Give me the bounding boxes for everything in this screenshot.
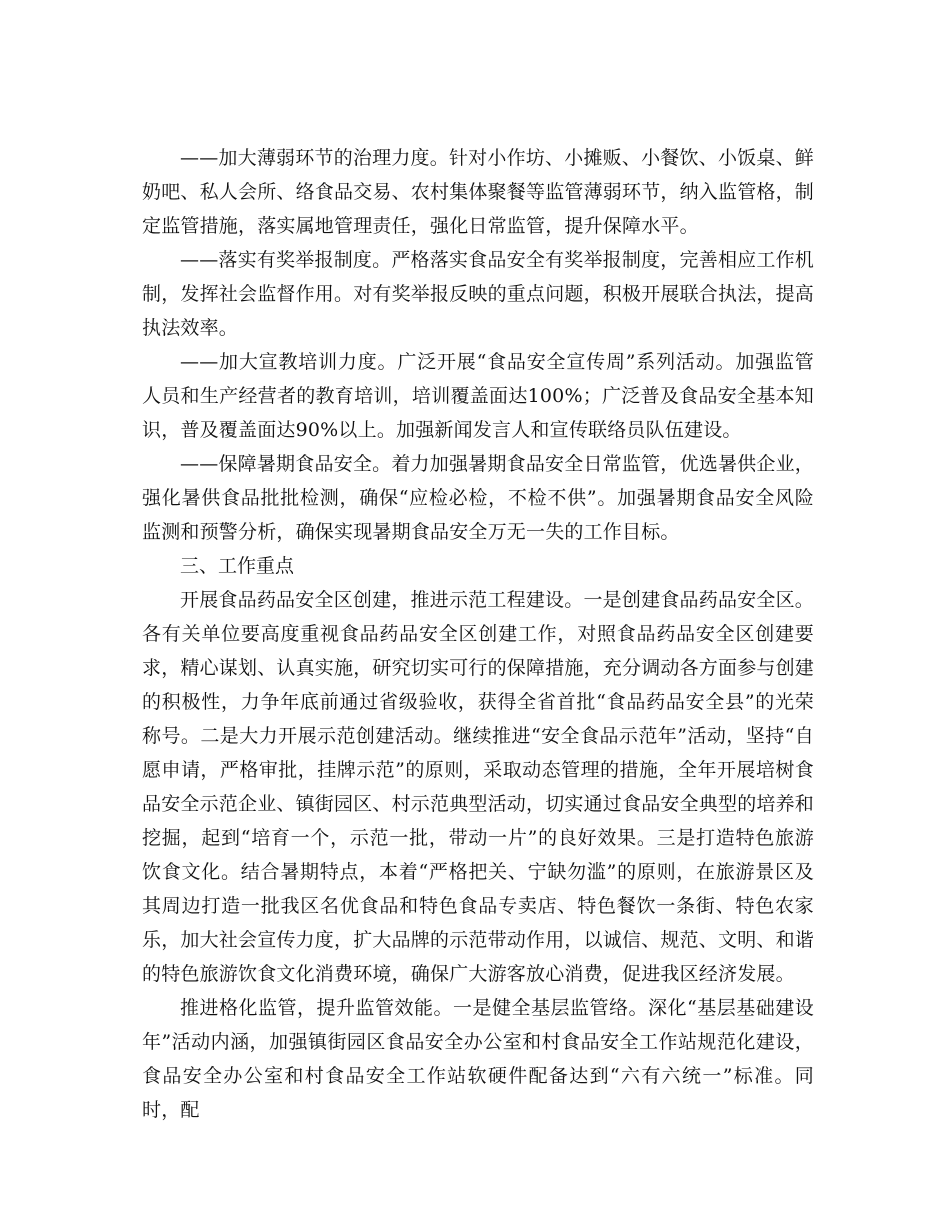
paragraph-training: ——加大宣教培训力度。广泛开展“食品安全宣传周”系列活动。加强监管人员和生产经营者的教育培训，培训覆盖面达100%；广泛普及食品安全基本知识，普及覆盖面达90%以上。加强新闻发言人和宣传联络员队伍建设。 xyxy=(142,351,814,441)
paragraph-safety-zone: 开展食品药品安全区创建，推进示范工程建设。一是创建食品药品安全区。各有关单位要高度重视食品药品安全区创建工作，对照食品药品安全区创建要求，精心谋划、认真实施，研究切实可行的保障措施，充分调动各方面参与创建的积极性，力争年底前通过省级验收，获得全省首批“食品药品安全县”的光荣称号。二是大力开展示范创建活动。继续推进“安全食品示范年”活动，坚持“自愿申请，严格审批，挂牌示范”的原则，采取动态管理的措施，全年开展培树食品安全示范企业、镇街园区、村示范典型活动，切实通过食品安全典型的培养和挖掘，起到“培育一个，示范一批，带动一片”的良好效果。三是打造特色旅游饮食文化。结合暑期特点，本着“严格把关、宁缺勿滥”的原则，在旅游景区及其周边打造一批我区名优食品和特色食品专卖店、特色餐饮一条街、特色农家乐，加大社会宣传力度，扩大品牌的示范带动作用，以诚信、规范、文明、和谐的特色旅游饮食文化消费环境，确保广大游客放心消费，促进我区经济发展。 xyxy=(142,589,815,985)
paragraph-weak-links: ——加大薄弱环节的治理力度。针对小作坊、小摊贩、小餐饮、小饭桌、鲜奶吧、私人会所、络食品交易、农村集体聚餐等监管薄弱环节，纳入监管格，制定监管措施，落实属地管理责任，强化日常监管，提升保障水平。 xyxy=(142,147,815,237)
paragraph-summer-safety: ——保障暑期食品安全。着力加强暑期食品安全日常监管，优选暑供企业，强化暑供食品批批检测，确保“应检必检，不检不供”。加强暑期食品安全风险监测和预警分析，确保实现暑期食品安全万无一失的工作目标。 xyxy=(142,453,814,543)
paragraph-reward-reporting: ——落实有奖举报制度。严格落实食品安全有奖举报制度，完善相应工作机制，发挥社会监督作用。对有奖举报反映的重点问题，积极开展联合执法，提高执法效率。 xyxy=(142,249,815,339)
section-heading-work-focus: 三、工作重点 xyxy=(180,555,295,577)
paragraph-grid-supervision: 推进格化监管，提升监管效能。一是健全基层监管络。深化“基层基础建设年”活动内涵，加强镇街园区食品安全办公室和村食品安全工作站规范化建设，食品安全办公室和村食品安全工作站软硬件配备达到“六有六统一”标准。同时，配 xyxy=(142,997,814,1121)
document-page xyxy=(142,141,814,1127)
